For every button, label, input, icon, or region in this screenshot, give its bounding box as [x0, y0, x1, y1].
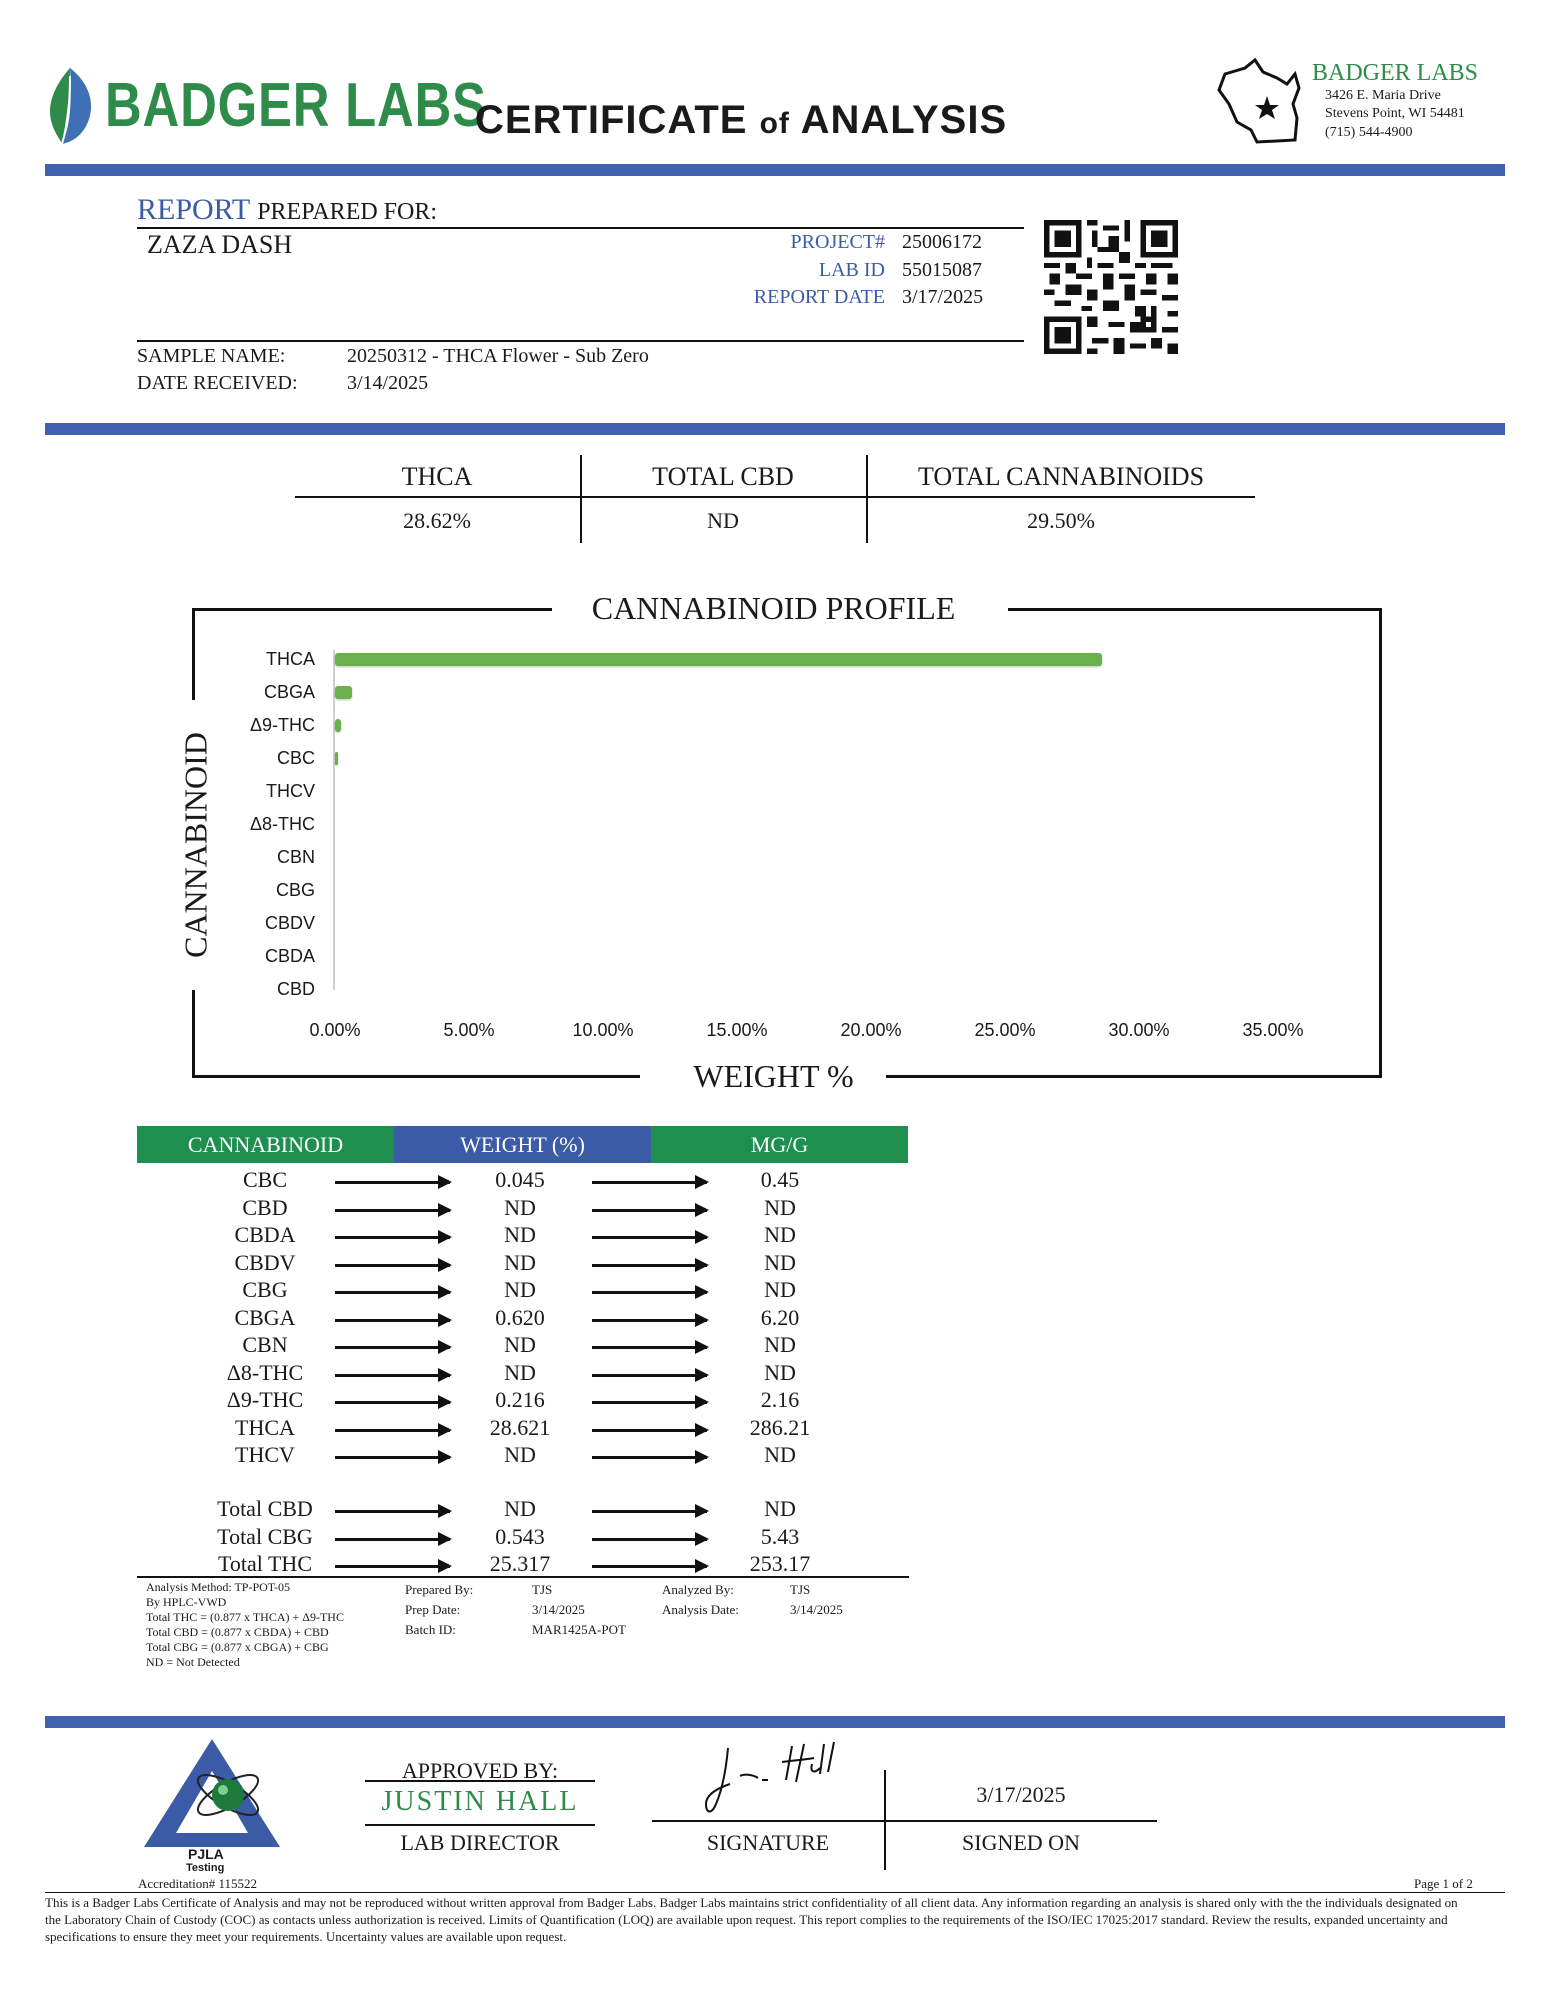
table-row-name: THCV: [235, 1442, 295, 1467]
footer-disclaimer: This is a Badger Labs Certificate of Analysis and may not be reproduced without written approval from Badger Labs. Badger Labs maintains strict confidentiality of all client data. Any information regarding an analysis is shared only with the the individuals designated on the Laboratory Chain of Custody (COC) as contacts unless authorization is received. Limits of Quantification (LOQ) are available upon request. This report complies to the requirements of the ISO/IEC 17025:2017 standard. Review the results, expanded uncertainty and specifications to ensure they meet your requirements. Uncertainty values are available upon request.: [45, 1895, 1458, 1944]
chart-category-label: Δ9-THC: [249, 715, 315, 735]
table-row-name: Δ9-THC: [226, 1387, 304, 1412]
summary-total-cannabinoids-label: TOTAL CANNABINOIDS: [917, 462, 1205, 491]
analysis-values: [790, 1580, 843, 1620]
summary-total-cbd-value: ND: [707, 508, 739, 533]
note-thc-formula: Total THC = (0.877 x THCA) + Δ9-THC: [146, 1610, 344, 1624]
table-row-mgg: ND: [764, 1442, 796, 1467]
arrow-icon: [335, 1565, 450, 1568]
arrow-icon: [592, 1510, 707, 1513]
sample-name-value: 20250312 - THCA Flower - Sub Zero: [347, 345, 649, 367]
chart-category-label: CBGA: [263, 682, 315, 702]
chart-x-axis-title: WEIGHT %: [693, 1058, 854, 1094]
chart-x-tick-label: 35.00%: [1242, 1020, 1304, 1040]
report-date-value: 3/17/2025: [902, 286, 984, 308]
table-row-weight: ND: [504, 1194, 536, 1220]
table-total-row-name: Total CBG: [217, 1523, 313, 1549]
table-row-weight: ND: [504, 1222, 536, 1247]
table-total-row-mgg: 253.17: [749, 1551, 811, 1576]
date-received-value: 3/14/2025: [347, 372, 429, 394]
table-row-name: Δ8-THC: [226, 1359, 304, 1385]
table-row-mgg: ND: [764, 1332, 796, 1357]
table-row-name: CBC: [242, 1167, 288, 1192]
table-row-weight: ND: [504, 1442, 536, 1467]
table-row-name: CBDA: [234, 1222, 296, 1247]
arrow-icon: [592, 1291, 707, 1294]
chart-x-tick-label: 15.00%: [706, 1020, 768, 1040]
title-part-1: CERTIFICATE: [475, 98, 748, 142]
table-row-mgg: ND: [764, 1249, 796, 1275]
summary-total-cannabinoids-value: 29.50%: [1027, 508, 1095, 533]
chart-category-label: CBC: [276, 748, 315, 768]
note-by: By HPLC-VWD: [146, 1595, 227, 1609]
chart-category-label: CBG: [275, 880, 315, 900]
arrow-icon: [592, 1236, 707, 1239]
arrow-icon: [592, 1401, 707, 1404]
arrow-icon: [335, 1401, 450, 1404]
table-row-weight: ND: [504, 1249, 536, 1275]
address-phone: (715) 544-4900: [1325, 125, 1413, 140]
chart-x-tick-label: 20.00%: [840, 1020, 902, 1040]
pjla-name: PJLA: [188, 1846, 224, 1862]
summary-total-cbd-label: TOTAL CBD: [652, 462, 794, 491]
arrow-icon: [592, 1429, 707, 1432]
prepared-by-label: Prepared By:: [405, 1582, 474, 1597]
arrow-icon: [335, 1291, 450, 1294]
table-total-row-weight: 0.543: [495, 1523, 545, 1549]
title-part-2: ANALYSIS: [800, 98, 1008, 142]
arrow-icon: [592, 1374, 707, 1377]
client-name: ZAZA DASH: [147, 230, 293, 259]
arrow-icon: [592, 1209, 707, 1212]
table-total-row-mgg: ND: [764, 1496, 796, 1521]
chart-category-label: THCV: [266, 781, 315, 801]
table-row-name: CBD: [242, 1194, 288, 1220]
table-row-name: THCA: [235, 1414, 295, 1440]
arrow-icon: [592, 1264, 707, 1267]
summary-thca-label: THCA: [401, 462, 473, 491]
method-notes: [146, 1580, 344, 1670]
arrow-icon: [335, 1346, 450, 1349]
table-row-weight: ND: [504, 1332, 536, 1357]
arrow-icon: [592, 1538, 707, 1541]
report-date-label: REPORT DATE: [753, 286, 885, 308]
chart-category-label: Δ8-THC: [249, 814, 315, 834]
chart-x-tick-label: 25.00%: [974, 1020, 1036, 1040]
table-row-weight: 0.620: [495, 1304, 545, 1330]
pjla-accreditation-logo-icon: [140, 1735, 285, 1855]
signature-rule: [652, 1820, 1157, 1822]
note-method: Analysis Method: TP-POT-05: [146, 1580, 291, 1594]
arrow-icon: [335, 1319, 450, 1322]
handwritten-signature: [700, 1740, 860, 1820]
prep-date-label: Prep Date:: [405, 1602, 461, 1617]
table-row-weight: 28.621: [489, 1414, 551, 1440]
batch-id-label: Batch ID:: [405, 1622, 456, 1637]
analysis-date-value: 3/14/2025: [790, 1602, 843, 1617]
table-row-name: CBN: [242, 1332, 288, 1357]
note-cbg-formula: Total CBG = (0.877 x CBGA) + CBG: [146, 1640, 329, 1654]
table-row-weight: ND: [504, 1359, 536, 1385]
project-value: 25006172: [902, 231, 982, 253]
analyzed-by-label: Analyzed By:: [662, 1582, 734, 1597]
chart-category-label: CBDV: [264, 913, 315, 933]
table-row-mgg: ND: [764, 1222, 796, 1247]
address-street: 3426 E. Maria Drive: [1325, 88, 1441, 103]
table-row-mgg: ND: [764, 1359, 796, 1385]
batch-id-value: MAR1425A-POT: [532, 1622, 626, 1637]
signed-on-label: SIGNED ON: [962, 1830, 1080, 1855]
signed-date: 3/17/2025: [976, 1782, 1066, 1807]
table-total-row-weight: 25.317: [489, 1551, 551, 1576]
date-received-label: DATE RECEIVED:: [137, 372, 298, 394]
title-of: of: [759, 107, 790, 140]
chart-category-label: CBDA: [264, 946, 315, 966]
arrow-icon: [335, 1538, 450, 1541]
prep-values: [532, 1580, 626, 1640]
chart-category-label: CBD: [276, 979, 315, 999]
arrow-icon: [592, 1565, 707, 1568]
chart-category-label: CBN: [276, 847, 315, 867]
footer-rule: [45, 1892, 1505, 1893]
address-city: Stevens Point, WI 54481: [1325, 106, 1465, 121]
table-row-name: CBG: [242, 1277, 288, 1302]
arrow-icon: [335, 1510, 450, 1513]
table-row-name: CBGA: [234, 1304, 296, 1330]
chart-x-tick-label: 30.00%: [1108, 1020, 1170, 1040]
arrow-icon: [335, 1181, 450, 1184]
table-total-row-weight: ND: [504, 1496, 536, 1521]
arrow-icon: [335, 1236, 450, 1239]
table-row-mgg: 2.16: [760, 1387, 800, 1412]
chart-x-tick-label: 5.00%: [443, 1020, 495, 1040]
prepared-by-value: TJS: [532, 1582, 553, 1597]
table-header-1: WEIGHT (%): [394, 1126, 651, 1163]
approver-name: JUSTIN HALL: [381, 1786, 579, 1817]
analysis-info: [662, 1580, 739, 1620]
lab-id-label: LAB ID: [818, 259, 885, 281]
project-label: PROJECT#: [790, 231, 885, 253]
arrow-icon: [335, 1429, 450, 1432]
analyzed-by-value: TJS: [790, 1582, 811, 1597]
arrow-icon: [592, 1346, 707, 1349]
prep-info: [405, 1580, 473, 1640]
table-row-mgg: 286.21: [749, 1414, 811, 1440]
table-row-mgg: ND: [764, 1194, 796, 1220]
chart-x-tick-label: 10.00%: [572, 1020, 634, 1040]
analysis-date-label: Analysis Date:: [662, 1602, 739, 1617]
arrow-icon: [335, 1264, 450, 1267]
note-cbd-formula: Total CBD = (0.877 x CBDA) + CBD: [146, 1625, 329, 1639]
signature-label: SIGNATURE: [706, 1830, 830, 1855]
table-bottom-rule: [137, 1576, 909, 1578]
accreditation-number: Accreditation# 115522: [138, 1876, 258, 1891]
table-total-row-mgg: 5.43: [760, 1523, 800, 1549]
arrow-icon: [592, 1319, 707, 1322]
table-header-2: MG/G: [651, 1126, 908, 1163]
approver-role: LAB DIRECTOR: [400, 1830, 560, 1855]
lab-id-value: 55015087: [902, 259, 982, 281]
table-row-weight: 0.045: [495, 1167, 545, 1192]
chart-category-label: THCA: [266, 649, 315, 669]
table-row-weight: ND: [504, 1277, 536, 1302]
address-company: BADGER LABS: [1312, 60, 1479, 86]
pjla-testing: Testing: [186, 1862, 225, 1874]
chart-y-axis-title: CANNABINOID: [177, 732, 214, 958]
arrow-icon: [335, 1374, 450, 1377]
summary-thca-value: 28.62%: [403, 508, 471, 533]
arrow-icon: [335, 1456, 450, 1459]
chart-x-tick-label: 0.00%: [309, 1020, 361, 1040]
table-row-weight: 0.216: [495, 1387, 545, 1412]
arrow-icon: [592, 1456, 707, 1459]
table-total-row-name: Total THC: [218, 1551, 312, 1576]
report-word: REPORT: [137, 193, 250, 226]
table-row-name: CBDV: [234, 1249, 296, 1275]
logo-text: BADGER LABS: [105, 71, 487, 140]
footer-divider: [45, 1716, 1505, 1728]
chart-title: CANNABINOID PROFILE: [591, 590, 956, 626]
approved-by-label: APPROVED BY:: [401, 1758, 559, 1783]
table-row-mgg: ND: [764, 1277, 796, 1302]
table-header-0: CANNABINOID: [137, 1126, 394, 1163]
table-row-mgg: 6.20: [760, 1304, 800, 1330]
table-row-mgg: 0.45: [760, 1167, 800, 1192]
prepared-for-label: PREPARED FOR:: [257, 199, 438, 225]
arrow-icon: [335, 1209, 450, 1212]
sample-name-label: SAMPLE NAME:: [137, 345, 286, 367]
arrow-icon: [592, 1181, 707, 1184]
prep-date-value: 3/14/2025: [532, 1602, 585, 1617]
note-nd: ND = Not Detected: [146, 1655, 240, 1669]
page-number: Page 1 of 2: [1414, 1876, 1473, 1891]
table-total-row-name: Total CBD: [217, 1496, 313, 1521]
